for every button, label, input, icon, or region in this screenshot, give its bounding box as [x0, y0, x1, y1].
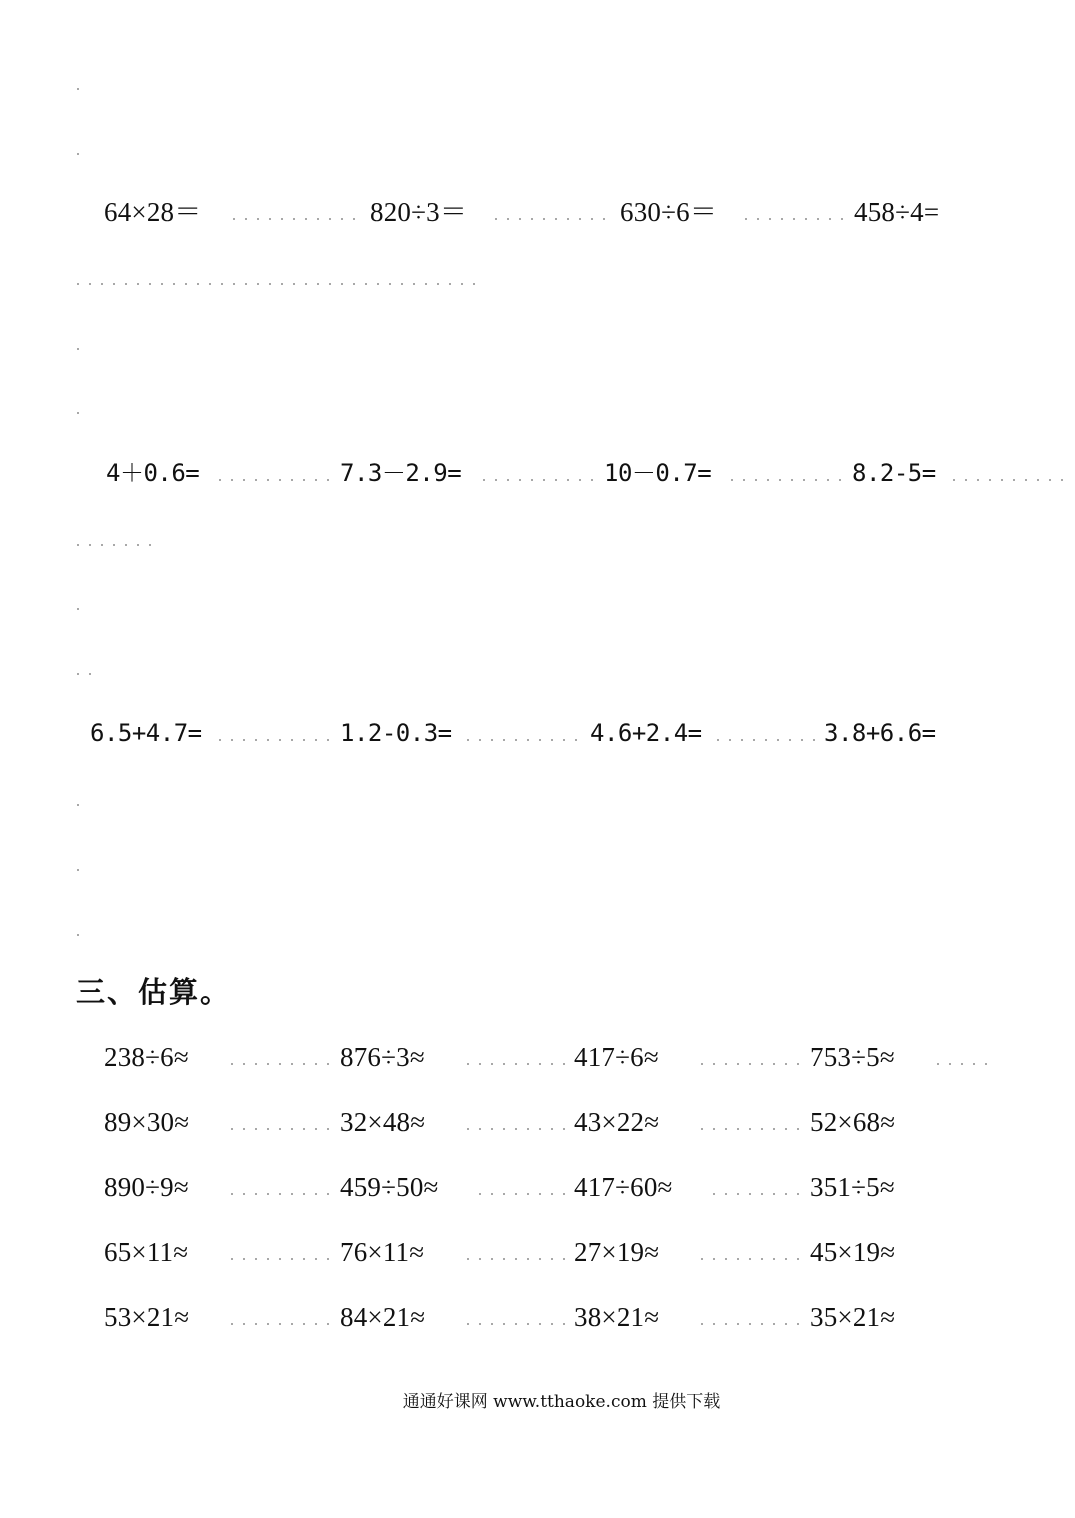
answer-dots	[740, 218, 848, 220]
dot-guide	[72, 153, 80, 155]
answer-dots	[214, 479, 332, 481]
dot-guide	[72, 348, 80, 350]
answer-dots	[712, 739, 818, 741]
dot-guide	[72, 934, 80, 936]
estimate-problem: 35×21≈	[810, 1302, 896, 1332]
estimate-problem: 89×30≈	[104, 1107, 190, 1137]
estimate-problem: 65×11≈	[104, 1237, 189, 1267]
answer-dots	[696, 1128, 802, 1130]
answer-dots	[228, 218, 360, 220]
problem: 7.3－2.9=	[340, 459, 462, 487]
estimate-problem: 753÷5≈	[810, 1042, 895, 1072]
estimate-problem: 27×19≈	[574, 1237, 660, 1267]
answer-dots	[708, 1193, 802, 1195]
estimate-problem: 459÷50≈	[340, 1172, 439, 1202]
dot-guide	[72, 804, 80, 806]
answer-dots	[696, 1258, 802, 1260]
problem: 3.8+6.6=	[824, 719, 936, 747]
answer-dots	[462, 1128, 568, 1130]
estimate-problem: 417÷6≈	[574, 1042, 659, 1072]
estimate-problem: 52×68≈	[810, 1107, 896, 1137]
answer-dots	[214, 739, 332, 741]
answer-dots	[478, 479, 596, 481]
problem: 630÷6＝	[620, 197, 718, 227]
problem: 1.2-0.3=	[340, 719, 452, 747]
answer-dots	[226, 1323, 334, 1325]
section-title: 三、估算。	[76, 975, 232, 1009]
dot-guide	[72, 412, 80, 414]
dot-guide	[72, 544, 156, 546]
answer-dots	[726, 479, 846, 481]
problem: 4.6+2.4=	[590, 719, 702, 747]
estimate-problem: 84×21≈	[340, 1302, 426, 1332]
answer-dots	[490, 218, 614, 220]
answer-dots	[696, 1063, 802, 1065]
problem: 6.5+4.7=	[90, 719, 202, 747]
dot-guide	[72, 673, 92, 675]
problem: 458÷4=	[854, 197, 940, 227]
answer-dots	[226, 1193, 334, 1195]
problem: 4＋0.6=	[106, 459, 200, 487]
answer-dots	[474, 1193, 568, 1195]
answer-dots	[948, 479, 1064, 481]
answer-dots	[462, 1323, 568, 1325]
problem: 820÷3＝	[370, 197, 468, 227]
problem: 8.2-5=	[852, 459, 936, 487]
dot-guide	[72, 608, 80, 610]
estimate-problem: 53×21≈	[104, 1302, 190, 1332]
problem: 64×28＝	[104, 197, 202, 227]
estimate-problem: 417÷60≈	[574, 1172, 673, 1202]
estimate-problem: 32×48≈	[340, 1107, 426, 1137]
estimate-problem: 351÷5≈	[810, 1172, 895, 1202]
answer-dots	[226, 1258, 334, 1260]
answer-dots	[932, 1063, 992, 1065]
estimate-problem: 238÷6≈	[104, 1042, 189, 1072]
answer-dots	[462, 1258, 568, 1260]
estimate-problem: 38×21≈	[574, 1302, 660, 1332]
problem: 10－0.7=	[604, 459, 712, 487]
dot-guide	[72, 869, 80, 871]
answer-dots	[226, 1063, 334, 1065]
answer-dots	[462, 1063, 568, 1065]
estimate-problem: 76×11≈	[340, 1237, 425, 1267]
estimate-problem: 45×19≈	[810, 1237, 896, 1267]
answer-dots	[462, 739, 582, 741]
footer-source: 通通好课网 www.tthaoke.com 提供下载	[402, 1392, 721, 1412]
estimate-problem: 43×22≈	[574, 1107, 660, 1137]
answer-dots	[696, 1323, 802, 1325]
answer-dots	[226, 1128, 334, 1130]
estimate-problem: 890÷9≈	[104, 1172, 189, 1202]
estimate-problem: 876÷3≈	[340, 1042, 425, 1072]
dot-guide	[72, 283, 480, 285]
dot-guide	[72, 88, 80, 90]
